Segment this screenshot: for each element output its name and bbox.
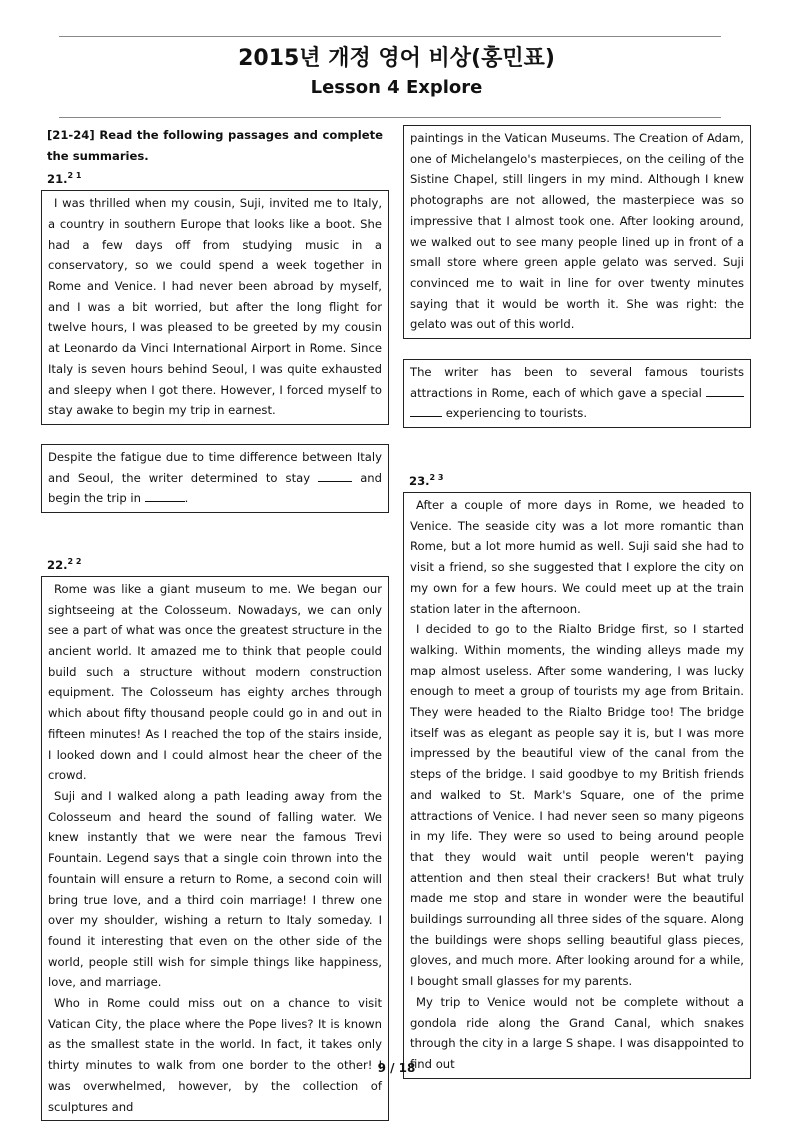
q22-continuation-box — [403, 125, 751, 339]
header-rule — [59, 117, 721, 118]
q22-paragraph-1: Rome was like a giant museum to me. We began our sightseeing at the Colosseum. Nowadays, we can only see a part of what was once the greatest structure in the ancient world. It amazed me to think that people could build such a structure without modern construction equipment. The Colosseum has eighty arches through which about fifty thousand people could go in and out in fifteen minutes! As I reached the top of the stairs inside, I looked down and I could almost hear the cheer of the crowd. — [48, 581, 382, 783]
q22-summary-box — [403, 359, 751, 428]
q21-blank-1[interactable] — [318, 469, 352, 482]
page-title: 2015년 개정 영어 비상(홍민표) — [238, 46, 555, 71]
q22-continuation: paintings in the Vatican Museums. The Creation of Adam, one of Michelangelo's masterpieces, on the ceiling of the Sistine Chapel, still lingers in my mind. Although I knew photographs are not allowed, the masterpiece was so impressive that I almost took one. After looking around, we walked out to see many people lined up in front of a small store where green apple gelato was served. Suji convinced me to wait in line for over twenty minutes saying that it would be worth it. She was right: the gelato was out of this world. — [410, 131, 744, 332]
q21-blank-2[interactable] — [145, 489, 185, 502]
left-column — [41, 125, 389, 1121]
question-23-number: 23.$^{2 3}$ — [409, 473, 444, 488]
question-22-number: 22.$^{2 2}$ — [47, 557, 82, 572]
q21-passage-box — [41, 190, 389, 425]
q22-blank-2[interactable] — [410, 404, 442, 417]
q21-summary: Despite the fatigue due to time difference between Italy and Seoul, the writer determined to stay and begin the trip in . — [48, 450, 383, 506]
q21-summary-box — [41, 444, 389, 513]
q22-passage-box — [41, 576, 389, 1121]
q21-passage: I was thrilled when my cousin, Suji, invited me to Italy, a country in southern Europe that looks like a boot. She had a few days off from studying music in a conservatory, so we could spend a week together in Rome and Venice. I had never been abroad by myself, and I was a bit worried, but after the long flight for twelve hours, I was pleased to be greeted by my cousin at Leonardo da Vinci International Airport in Rome. Since Italy is seven hours behind Seoul, I was quite exhausted and sleepy when I got there. However, I forced myself to stay awake to begin my trip in earnest. — [48, 196, 382, 418]
q22-paragraph-2: Suji and I walked along a path leading away from the Colosseum and heard the sound of falling water. We knew instantly that we were near the famous Trevi Fountain. Legend says that a single coin thrown into the fountain will ensure a return to Rome, a second coin will bring true love, and a third coin marriage! I threw one over my shoulder, wishing a return to Italy someday. I found it interesting that even on the other side of the world, people still wish for simple things like happiness, love, and marriage. — [48, 789, 382, 990]
q22-paragraph-3: Who in Rome could miss out on a chance to visit Vatican City, the place where the Pope lives? It is known as the smallest state in the world. In fact, it takes only thirty minutes to walk from one border to the other! I was overwhelmed, however, by the collection of sculptures and — [48, 996, 382, 1114]
q23-passage-box — [403, 492, 751, 1079]
q23-paragraph-1: After a couple of more days in Rome, we headed to Venice. The seaside city was a lot more romantic than Rome, but a lot more humid as well. Suji said she had to visit a friend, so she suggested that I explore the city on my own for a few hours. We could meet up at the train station later in the afternoon. — [410, 498, 744, 616]
page-number: 9 / 18 — [377, 1061, 416, 1075]
instructions: [21-24] Read the following passages and complete the summaries. — [47, 128, 383, 163]
q22-summary: The writer has been to several famous tourists attractions in Rome, each of which gave a special experiencing to tourists. — [410, 365, 744, 421]
right-column — [403, 125, 751, 1079]
top-rule — [59, 36, 721, 37]
question-21-number: 21.$^{2 1}$ — [47, 171, 82, 187]
q23-paragraph-2: I decided to go to the Rialto Bridge first, so I started walking. Within moments, the winding alleys made my map almost useless. After some wandering, I was lucky enough to meet a group of tourists my age from Britain. They were headed to the Rialto Bridge too! The bridge itself was as elegant as people say it is, but I was more impressed by the beautiful view of the canal from the steps of the bridge. I said goodbye to my British friends and walked to St. Mark's Square, one of the prime attractions of Venice. I had never seen so many pigeons in my life. They were so used to being around people that they would wait until people weren't paying attention and then steal their crackers! But what truly made me stop and stare in wonder were the beautiful buildings surrounding all three sides of the square. Along the buildings were shops selling beautiful glass pieces, gloves, and much more. After looking around for a while, I bought small glasses for my parents. — [410, 622, 744, 989]
q23-paragraph-3: My trip to Venice would not be complete without a gondola ride along the Grand Canal, which snakes through the city in a large S shape. I was disappointed to find out — [410, 994, 744, 1071]
lesson-subtitle: Lesson 4 Explore — [310, 77, 483, 98]
q22-blank-1[interactable] — [706, 384, 744, 397]
